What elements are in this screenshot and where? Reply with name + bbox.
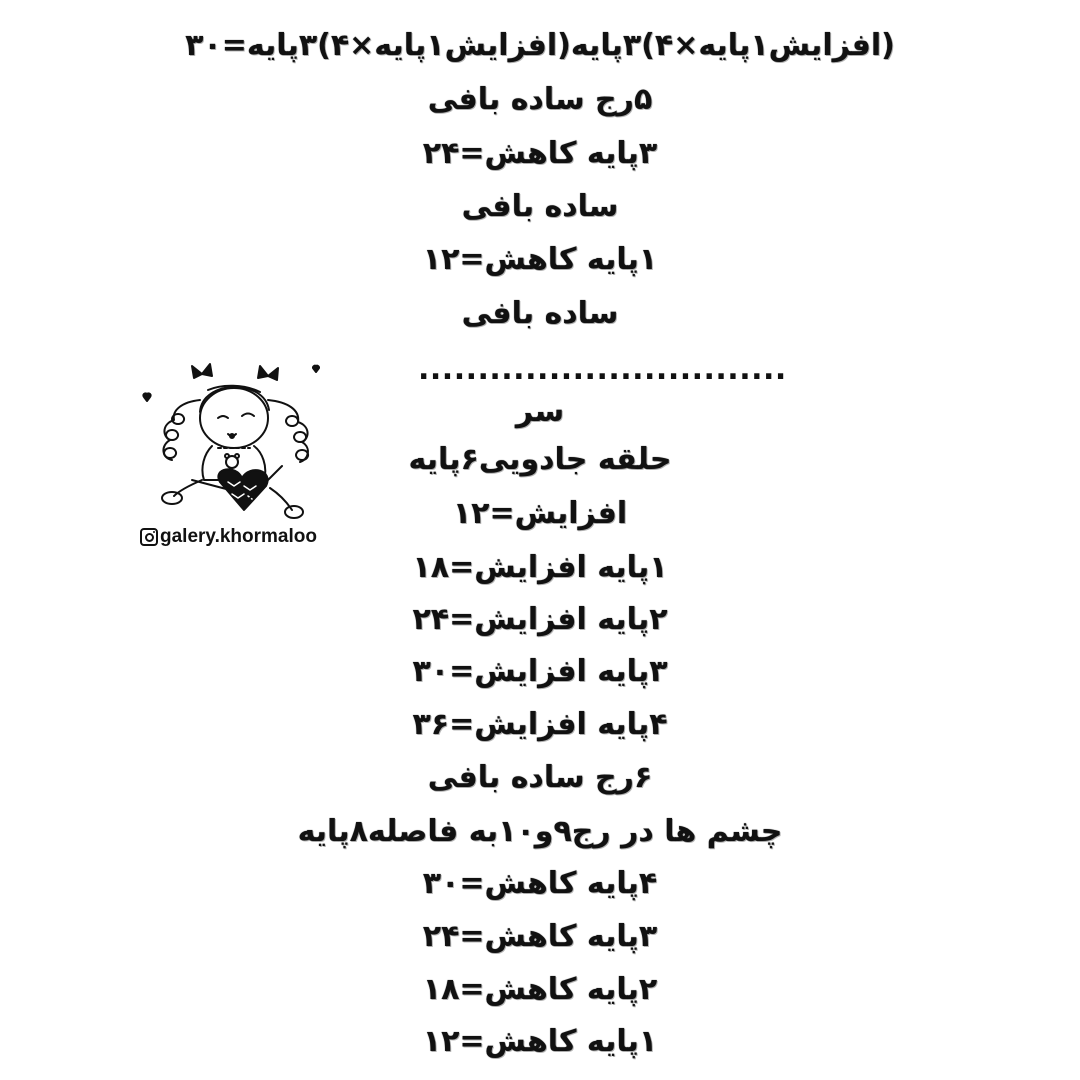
pattern-line: ۳پایه افزایش=۳۰ bbox=[412, 654, 668, 689]
pattern-line: ۱پایه کاهش=۱۲ bbox=[422, 1024, 658, 1059]
pattern-line: ساده بافی bbox=[461, 189, 619, 224]
pattern-line: ۳پایه کاهش=۲۴ bbox=[422, 136, 658, 171]
section-divider: ............................... bbox=[418, 352, 787, 387]
pattern-line: ۵رج ساده بافی bbox=[427, 82, 653, 117]
pattern-line: ۱پایه افزایش=۱۸ bbox=[412, 550, 668, 585]
pattern-line: ساده بافی bbox=[461, 296, 619, 331]
pattern-line: حلقه جادویی۶پایه bbox=[408, 442, 672, 477]
pattern-line: ۶رج ساده بافی bbox=[427, 760, 653, 795]
instagram-handle-text: galery.khormaloo bbox=[160, 526, 317, 547]
pattern-line: ۴پایه افزایش=۳۶ bbox=[412, 707, 668, 742]
pattern-line: ۲پایه افزایش=۲۴ bbox=[412, 602, 668, 637]
pattern-line: ۴پایه کاهش=۳۰ bbox=[422, 866, 658, 901]
pattern-line: (افزایش۱پایه×۴)۳پایه(افزایش۱پایه×۴)۳پایه=۳۰ bbox=[185, 28, 895, 63]
pattern-line: ۳پایه کاهش=۲۴ bbox=[422, 919, 658, 954]
pattern-line: افزایش=۱۲ bbox=[452, 496, 628, 531]
pattern-line: چشم ها در رج۹و۱۰به فاصله۸پایه bbox=[297, 814, 783, 849]
section-title-head: سر bbox=[515, 394, 565, 429]
pattern-line: ۱پایه کاهش=۱۲ bbox=[422, 242, 658, 277]
instagram-icon bbox=[140, 528, 158, 546]
pattern-line: ۲پایه کاهش=۱۸ bbox=[422, 972, 658, 1007]
instagram-handle bbox=[140, 524, 340, 550]
